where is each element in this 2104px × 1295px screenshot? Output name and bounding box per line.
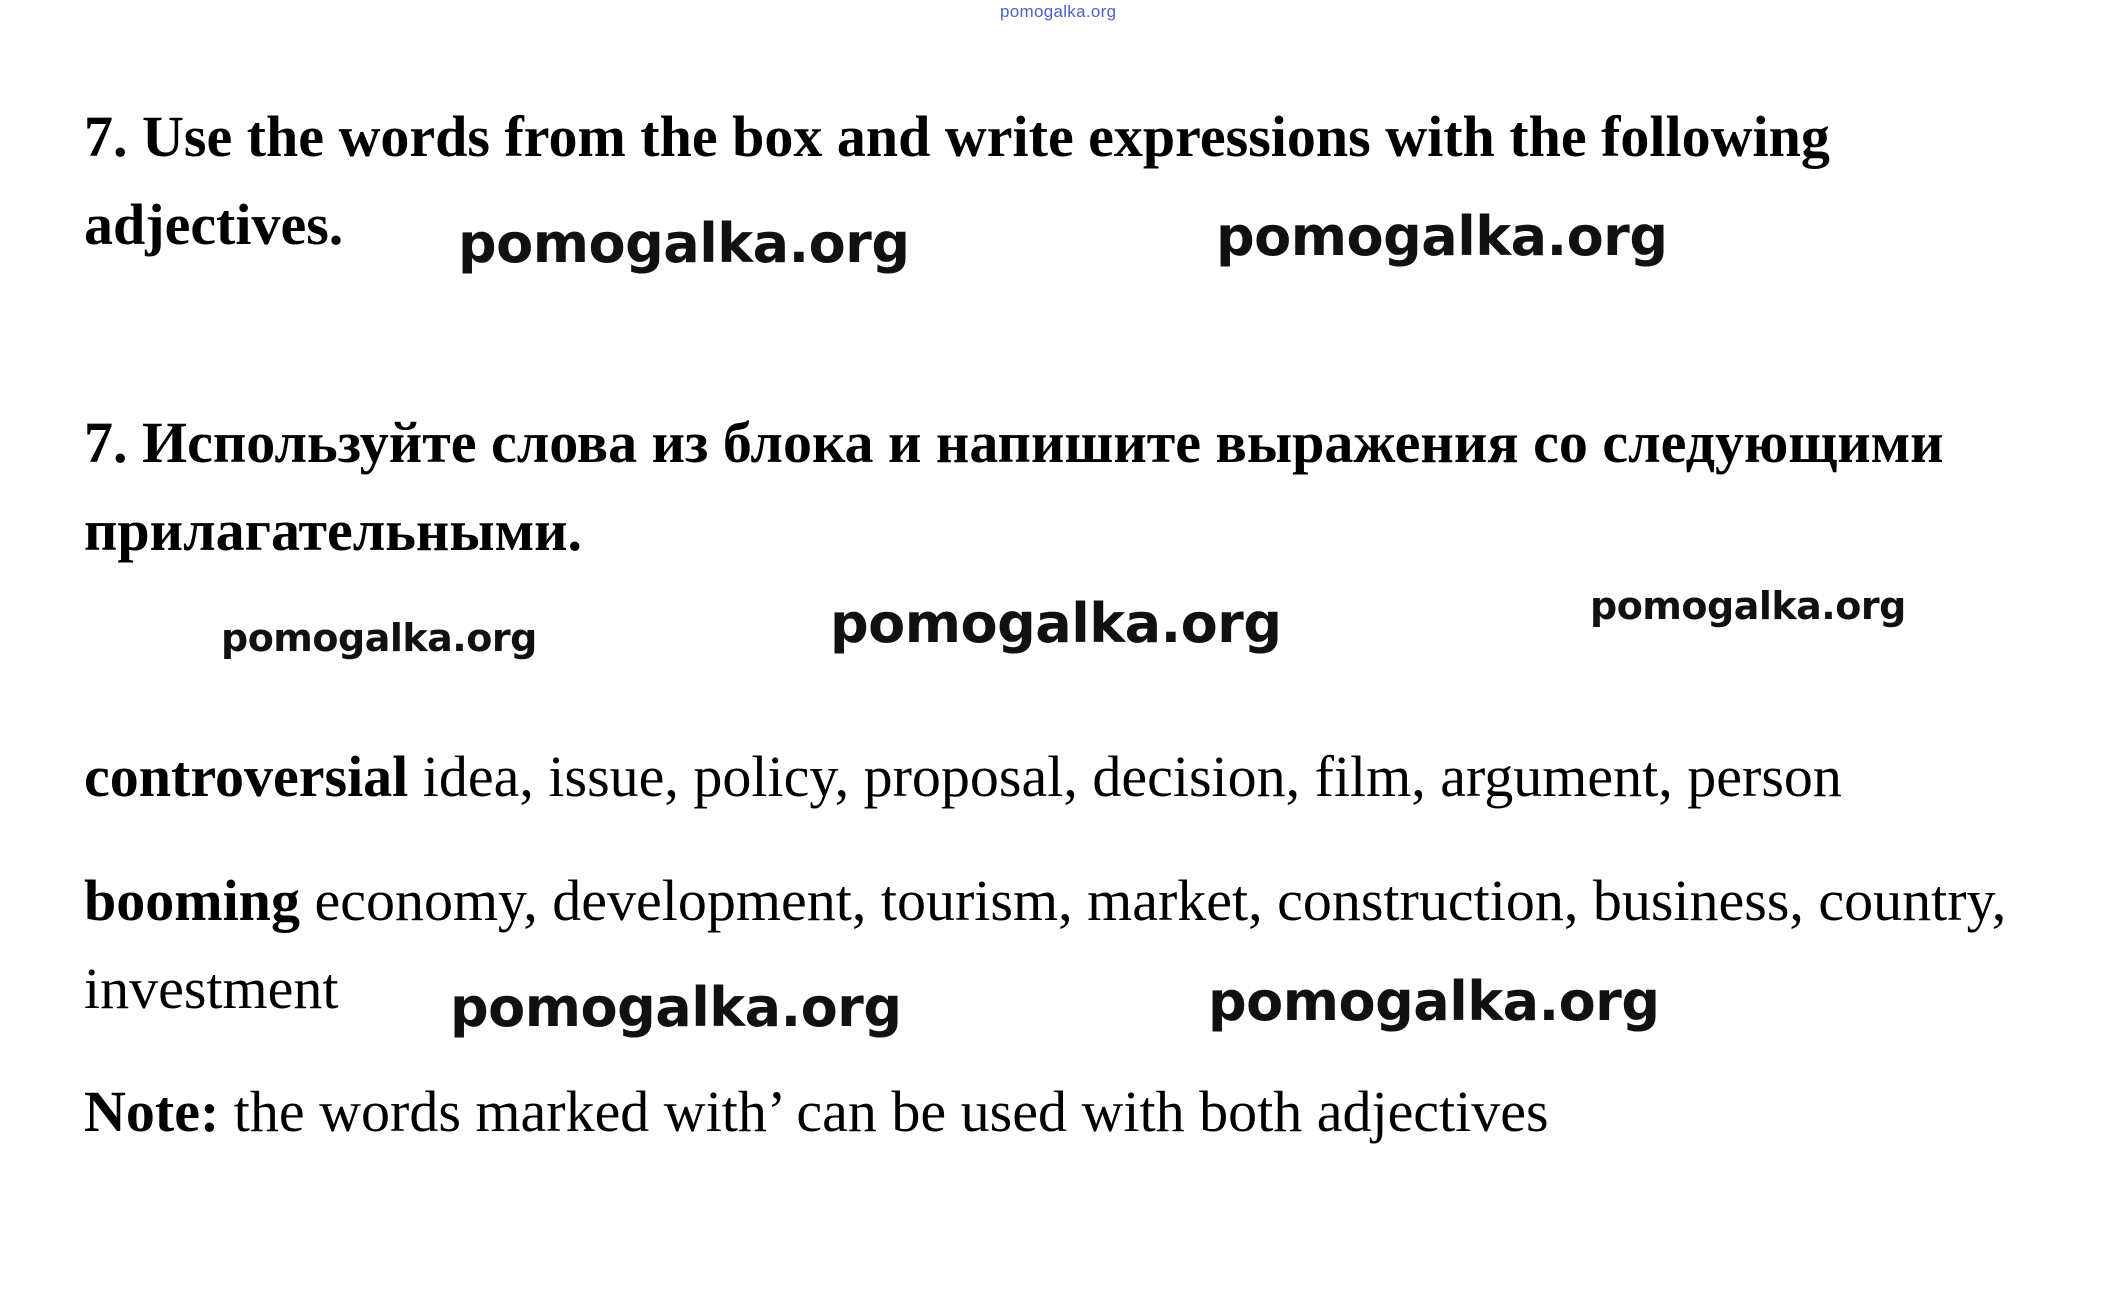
note-paragraph bbox=[84, 1068, 2074, 1156]
controversial-nouns: idea, issue, policy, proposal, decision, film, argument, person bbox=[408, 744, 1842, 809]
watermark: pomogalka.org bbox=[1590, 584, 1906, 628]
note-line bbox=[84, 1068, 2074, 1156]
heading-ru-line-1: 7. Используйте слова из блока и напишите выражения со следующими bbox=[84, 410, 1944, 475]
top-watermark: pomogalka.org bbox=[1000, 2, 1117, 21]
note-text: the words marked with’ can be used with both adjectives bbox=[219, 1079, 1549, 1144]
heading-en-line-1: 7. Use the words from the box and write expressions with the following bbox=[84, 104, 1830, 169]
adjective-controversial: controversial bbox=[84, 744, 409, 809]
watermark: pomogalka.org bbox=[221, 616, 537, 660]
note-label: Note: bbox=[84, 1079, 220, 1144]
booming-line-2: investment bbox=[84, 956, 339, 1021]
booming-line-1 bbox=[84, 857, 2074, 945]
booming-nouns: economy, development, tourism, market, construction, business, country, bbox=[299, 868, 2007, 933]
exercise-heading-russian bbox=[84, 399, 2034, 575]
watermark: pomogalka.org bbox=[450, 976, 902, 1039]
watermark: pomogalka.org bbox=[1216, 205, 1668, 268]
heading-ru-line-2: прилагательными. bbox=[84, 498, 583, 563]
controversial-expressions bbox=[84, 733, 2074, 821]
watermark: pomogalka.org bbox=[1208, 970, 1660, 1033]
watermark: pomogalka.org bbox=[458, 212, 910, 275]
adjective-booming: booming bbox=[84, 868, 300, 933]
booming-expressions bbox=[84, 857, 2074, 1033]
controversial-line bbox=[84, 733, 2074, 821]
heading-en-line-2: adjectives. bbox=[84, 192, 344, 257]
exercise-heading-english bbox=[84, 93, 2034, 269]
watermark: pomogalka.org bbox=[830, 592, 1282, 655]
